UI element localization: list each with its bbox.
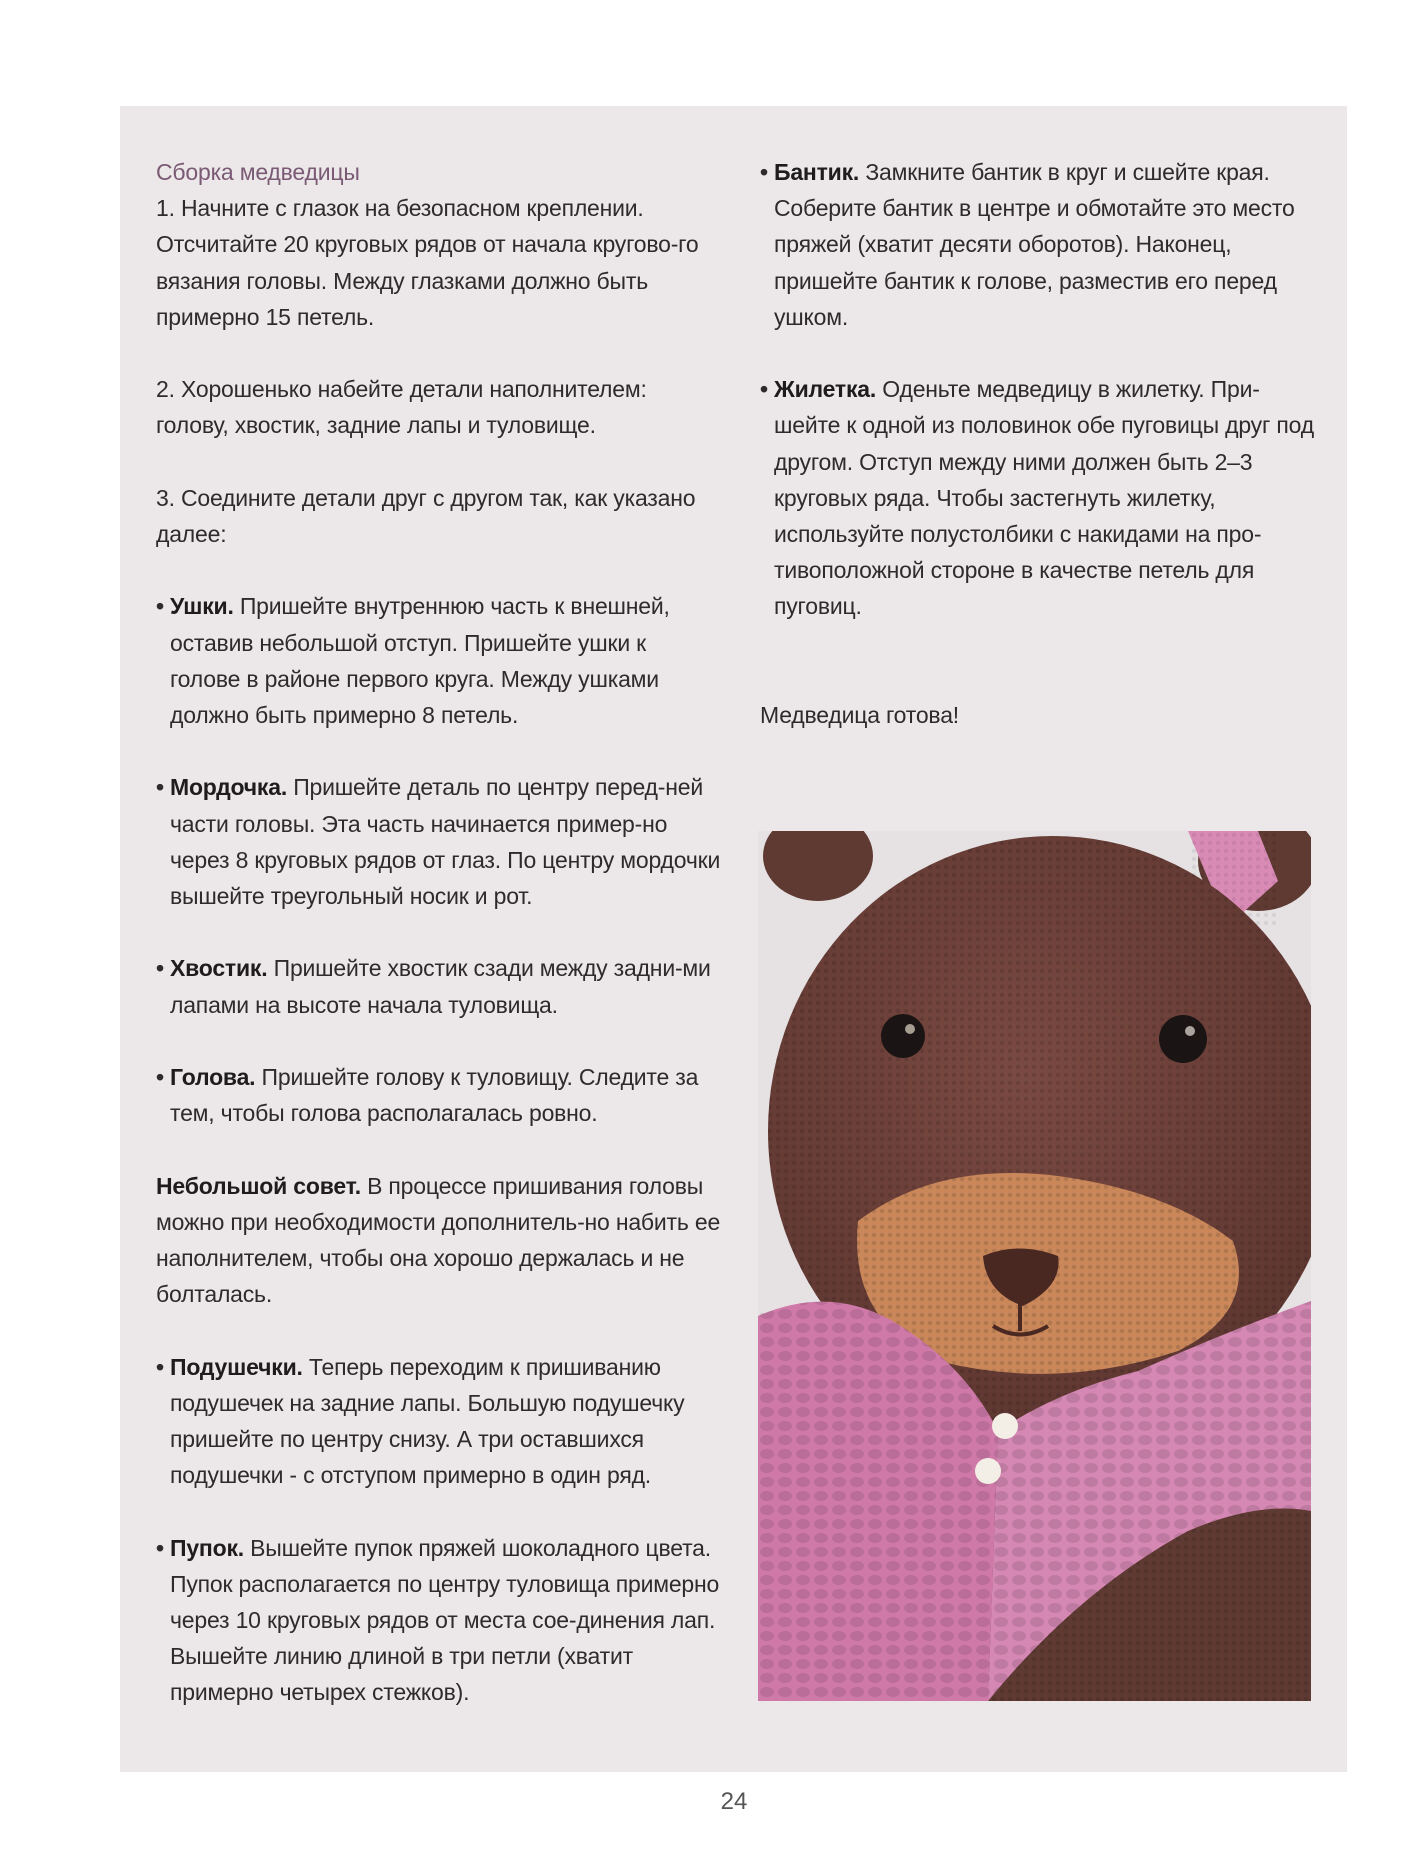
right-column — [760, 154, 1320, 733]
bullet-tail — [156, 950, 721, 1022]
spacer — [156, 335, 721, 371]
bullet-term: Пупок. — [170, 1534, 244, 1561]
eye-left — [881, 1014, 925, 1058]
tip-text: В процессе пришивания головы можно при необходимости дополнитель-но набить ее наполнителем, чтобы она хорошо держалась и не болталась. — [156, 1172, 721, 1308]
final-note: Медведица готова! — [760, 702, 959, 728]
section-title: Сборка медведицы — [156, 159, 360, 185]
content-panel — [120, 106, 1347, 1772]
bullet-term: Хвостик. — [170, 955, 268, 982]
bullet-paws — [156, 1349, 721, 1494]
bullet-term: Бантик. — [774, 159, 860, 185]
bear-illustration — [758, 831, 1311, 1701]
bullet-term: Жилетка. — [774, 376, 877, 403]
bullet-vest — [760, 371, 1320, 624]
bullet-head — [156, 1059, 721, 1131]
spacer — [760, 625, 1320, 661]
bullet-text: Пришейте внутреннюю часть к внешней, оставив небольшой отступ. Пришейте ушки к голове в районе первого круга. Между ушками должно быть примерно 8 петель. — [170, 593, 670, 728]
spacer — [760, 661, 1320, 697]
spacer — [156, 1312, 721, 1348]
bullet-text: Пришейте деталь по центру перед-ней части головы. Эта часть начинается пример-но через 8 круговых рядов от глаз. По центру мордочки вышейте треугольный носик и рот. — [170, 774, 721, 909]
spacer — [760, 335, 1320, 371]
page-number: 24 — [720, 1788, 748, 1815]
bullet-text: Замкните бантик в круг и сшейте края. Соберите бантик в центре и обмотайте это место пряжей (хватит десяти оборотов). Наконец, пришейте бантик к голове, разместив его перед ушком. — [774, 159, 1295, 330]
bullet-bow — [760, 154, 1320, 335]
bullet-muzzle — [156, 769, 721, 914]
spacer — [156, 552, 721, 588]
bullet-text: Оденьте медведицу в жилетку. При-шейте к одной из половинок обе пуговицы друг под другом. Отступ между ними должен быть 2–3 круговых ряда. Чтобы застегнуть жилетку, используйте полустолбики с накидами на про-тивоположной стороне в качестве петель для пуговиц. — [774, 376, 1314, 620]
bullet-term: Мордочка. — [170, 774, 288, 801]
vest-button-bottom — [975, 1458, 1001, 1484]
spacer — [156, 914, 721, 950]
left-column — [156, 154, 721, 1711]
bullet-ears — [156, 588, 721, 733]
spacer — [156, 733, 721, 769]
tip-paragraph — [156, 1168, 721, 1313]
bullet-term: Голова. — [170, 1063, 256, 1090]
spacer — [156, 444, 721, 480]
bullet-text: Вышейте пупок пряжей шоколадного цвета. Пупок располагается по центру туловища примерно через 10 круговых рядов от места сое-динения лап. Вышейте линию длиной в три петли (хватит примерно четырех стежков). — [170, 1534, 720, 1706]
spacer — [156, 1131, 721, 1167]
step-1: 1. Начните с глазок на безопасном креплении. Отсчитайте 20 круговых рядов от начала кругово-го вязания головы. Между глазками должно быть примерно 15 петель. — [156, 195, 699, 330]
bullet-term: Подушечки. — [170, 1353, 303, 1380]
bullet-navel — [156, 1530, 721, 1711]
bullet-text: Теперь переходим к пришиванию подушечек на задние лапы. Большую подушечку пришейте по центру снизу. А три оставшихся подушечки - с отступом примерно в один ряд. — [170, 1353, 685, 1489]
bear-photo — [758, 831, 1311, 1701]
vest-button-top — [992, 1413, 1018, 1439]
bullet-text: Пришейте хвостик сзади между задни-ми лапами на высоте начала туловища. — [170, 955, 711, 1018]
tip-term: Небольшой совет. — [156, 1172, 361, 1199]
spacer — [156, 1023, 721, 1059]
spacer — [156, 1493, 721, 1529]
bullet-text: Пришейте голову к туловищу. Следите за тем, чтобы голова располагалась ровно. — [170, 1063, 699, 1127]
bullet-term: Ушки. — [170, 593, 234, 620]
step-2: 2. Хорошенько набейте детали наполнителем: голову, хвостик, задние лапы и туловище. — [156, 376, 647, 439]
eye-right — [1159, 1015, 1207, 1063]
step-3: 3. Соедините детали друг с другом так, как указано далее: — [156, 484, 696, 547]
